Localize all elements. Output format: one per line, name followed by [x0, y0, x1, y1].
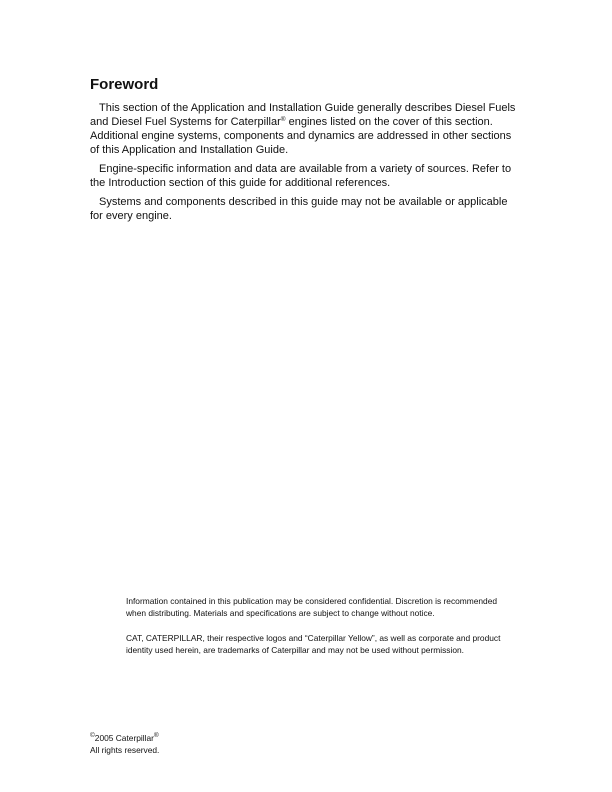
rights-reserved: All rights reserved.: [90, 744, 160, 755]
page-title: Foreword: [90, 76, 159, 93]
paragraph-1-text-a: This section of the Application and Installation Guide generally describes Diesel Fuels and Diesel Fuel Systems for Caterpillar: [90, 102, 516, 128]
foreword-section: [90, 75, 522, 228]
confidentiality-notice: Information contained in this publication may be considered confidential. Discretion is recommended when distributing. Materials and specifications are subject to change without notice.: [126, 596, 498, 618]
foreword-paragraph-3: Systems and components described in this guide may not be available or applicable for every engine.: [90, 196, 508, 222]
paragraph-1-text-b: engines listed on the cover of this section. Additional engine systems, components and dynamics are addressed in other sections of this Application and Installation Guide.: [90, 116, 512, 156]
copyright-line: [90, 733, 340, 745]
copyright-registered-mark: ®: [153, 732, 159, 739]
legal-notices: [126, 596, 506, 656]
copyright-block: [90, 733, 340, 756]
foreword-paragraph-2: Engine-specific information and data are available from a variety of sources. Refer to the Introduction section of this guide for additional references.: [90, 163, 512, 189]
copyright-year-owner: 2005 Caterpillar: [94, 733, 154, 743]
copyright-symbol: ©: [90, 732, 95, 739]
trademark-notice: CAT, CATERPILLAR, their respective logos and “Caterpillar Yellow”, as well as corporate and product identity used herein, are trademarks of Caterpillar and may not be used without permission.: [126, 633, 501, 655]
foreword-paragraph-1: [90, 101, 522, 157]
registered-mark: ®: [280, 116, 286, 123]
